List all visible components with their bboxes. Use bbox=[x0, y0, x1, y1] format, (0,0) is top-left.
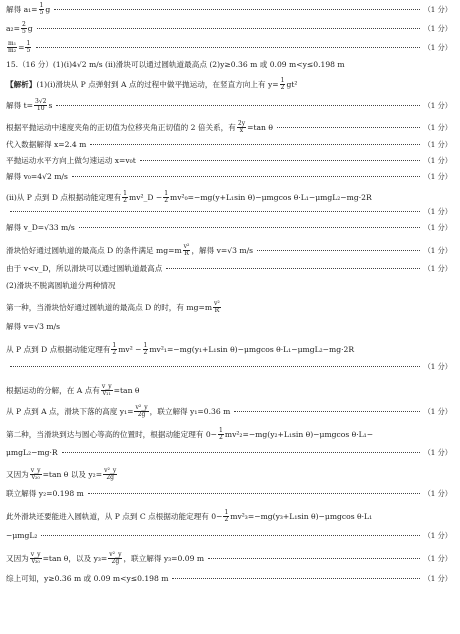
line-text bbox=[6, 3, 50, 17]
solution-line bbox=[6, 22, 452, 36]
fraction-denominator: R bbox=[184, 250, 189, 258]
fraction-denominator: x bbox=[239, 127, 244, 135]
line-text bbox=[6, 343, 354, 357]
fraction bbox=[101, 384, 113, 398]
line-text bbox=[6, 22, 33, 36]
fraction-numerator: v²_y bbox=[109, 551, 122, 558]
solution-line bbox=[6, 552, 452, 566]
solution-line bbox=[6, 224, 452, 232]
dot-leader bbox=[62, 452, 420, 453]
text-segment: 解得 a₁= bbox=[6, 4, 38, 14]
fraction bbox=[30, 468, 42, 482]
score-mark: （1 分） bbox=[423, 407, 452, 417]
text-segment: (ⅱ)从 P 点到 D 点根据动能定理有 bbox=[6, 192, 122, 202]
text-segment: ，联立解得 y₁=0.36 m bbox=[149, 406, 231, 416]
line-text bbox=[6, 282, 115, 290]
line-text bbox=[6, 99, 52, 113]
text-segment: 第二种，当滑块到达与圆心等高的位置时，根据动能定理有 0− bbox=[6, 429, 218, 439]
fraction-denominator: 2 bbox=[224, 516, 229, 524]
dot-leader bbox=[36, 47, 419, 48]
text-segment: mv²₂=−mg(y₂+L₁sin θ)−μmgcos θ·L₁− bbox=[224, 429, 374, 439]
line-text bbox=[6, 323, 60, 331]
fraction-numerator: v_y bbox=[30, 551, 41, 558]
text-segment: mv²_D − bbox=[129, 192, 163, 202]
fraction bbox=[103, 468, 117, 482]
solution-line bbox=[6, 449, 452, 457]
dot-leader bbox=[166, 268, 419, 269]
text-segment: −μmgL₂ bbox=[6, 531, 38, 540]
text-segment: 解得 v=√3 m/s bbox=[6, 322, 60, 331]
text-segment: s bbox=[48, 100, 53, 110]
text-segment: mv² − bbox=[118, 344, 142, 354]
score-mark: （1 分） bbox=[423, 574, 452, 584]
dot-leader bbox=[56, 105, 419, 106]
score-mark: （1 分） bbox=[423, 140, 452, 150]
solution-line bbox=[6, 61, 452, 69]
score-mark: （1 分） bbox=[423, 156, 452, 166]
text-segment: 从 P 点到 D 点根据动能定理有 bbox=[6, 344, 111, 354]
solution-line bbox=[6, 99, 452, 113]
fraction-numerator: 1 bbox=[280, 77, 285, 84]
line-text bbox=[6, 575, 168, 583]
solution-line bbox=[6, 468, 452, 482]
solution-line bbox=[6, 121, 452, 135]
text-segment: 根据运动的分解，在 A 点有 bbox=[6, 385, 100, 395]
text-segment: ，联立解得 y₃=0.09 m bbox=[123, 553, 205, 563]
line-text bbox=[6, 41, 32, 55]
fraction-denominator: 2g bbox=[137, 411, 146, 419]
fraction bbox=[223, 510, 229, 524]
fraction-denominator: 2g bbox=[111, 558, 120, 566]
fraction-numerator: 2y bbox=[237, 120, 246, 127]
solution-line bbox=[6, 490, 452, 498]
solution-line bbox=[6, 343, 452, 357]
dot-leader bbox=[140, 160, 420, 161]
score-mark: （1 分） bbox=[423, 223, 452, 233]
dot-leader bbox=[79, 227, 420, 228]
line-text bbox=[6, 384, 139, 398]
fraction bbox=[7, 41, 17, 55]
fraction bbox=[237, 121, 246, 135]
line-text bbox=[6, 121, 273, 135]
fraction-numerator: v_y bbox=[30, 467, 41, 474]
text-segment: 滑块恰好通过圆轨道的最高点 D 的条件满足 mg=m bbox=[6, 245, 182, 255]
dot-leader bbox=[72, 176, 420, 177]
fraction-numerator: 3√2 bbox=[35, 98, 47, 105]
solution-line bbox=[6, 157, 452, 165]
fraction bbox=[39, 3, 45, 17]
dot-leader bbox=[208, 558, 420, 559]
score-mark: （1 分） bbox=[423, 24, 452, 34]
line-text bbox=[6, 244, 253, 258]
fraction bbox=[21, 22, 27, 36]
solution-line bbox=[6, 265, 452, 273]
score-mark: （1 分） bbox=[423, 448, 452, 458]
dot-leader bbox=[37, 28, 420, 29]
dot-leader bbox=[88, 493, 420, 494]
fraction-numerator: v²_y bbox=[135, 404, 148, 411]
fraction-denominator: m₂ bbox=[8, 47, 17, 55]
line-text bbox=[6, 224, 75, 232]
text-segment: ，解得 v=√3 m/s bbox=[191, 245, 254, 255]
line-text bbox=[6, 428, 373, 442]
score-mark: （1 分） bbox=[423, 207, 452, 216]
fraction-denominator: 2 bbox=[123, 197, 127, 205]
fraction-numerator: v²_y bbox=[104, 467, 117, 474]
solution-line bbox=[6, 78, 452, 92]
text-segment: μmgL₂−mg·R bbox=[6, 448, 58, 457]
solution-line bbox=[6, 41, 452, 55]
text-segment: mv²₃=−mg(y₃+L₁sin θ)−μmgcos θ·L₁ bbox=[230, 511, 373, 521]
text-segment: 联立解得 y₂=0.198 m bbox=[6, 489, 84, 498]
text-segment: a₂= bbox=[6, 23, 20, 33]
text-segment: (2)滑块不脱离圆轨道分两种情况 bbox=[6, 281, 116, 290]
text-segment: 解得 v₀=4√2 m/s bbox=[6, 172, 68, 181]
text-segment: 代入数据解得 x=2.4 m bbox=[6, 140, 87, 149]
text-segment: 平抛运动水平方向上做匀速运动 x=v₀t bbox=[6, 156, 136, 165]
dot-leader bbox=[257, 250, 420, 251]
fraction-denominator: 5 bbox=[39, 9, 44, 17]
fraction-numerator: 1 bbox=[143, 342, 148, 349]
score-mark: （1 分） bbox=[423, 101, 452, 111]
text-segment: =tan θ，以及 y₃= bbox=[42, 553, 108, 563]
solution-line bbox=[6, 244, 452, 258]
fraction-numerator: 1 bbox=[219, 427, 223, 434]
solution-line bbox=[6, 173, 452, 181]
fraction bbox=[30, 552, 42, 566]
fraction bbox=[122, 191, 128, 205]
fraction bbox=[25, 41, 31, 55]
text-segment: mv²₀=−mg(y+L₁sin θ)−μmgcos θ·L₁−μmgL₂−mg·2R bbox=[170, 192, 372, 202]
text-segment: 15.（16 分）(1)(ⅰ)4√2 m/s (ⅱ)滑块可以通过圆轨道最高点 (2)y≥0.36 m 或 0.09 m<y≤0.198 m bbox=[6, 60, 345, 69]
fraction bbox=[143, 343, 149, 357]
line-text bbox=[6, 449, 58, 457]
fraction-numerator: 1 bbox=[26, 40, 31, 47]
solution-line bbox=[6, 363, 452, 370]
text-segment: 由于 v<v_D，所以滑块可以通过圆轨道最高点 bbox=[6, 264, 163, 273]
score-mark: （1 分） bbox=[423, 531, 452, 541]
dot-leader bbox=[234, 411, 419, 412]
fraction-denominator: 10 bbox=[36, 105, 45, 113]
fraction-numerator: 1 bbox=[39, 2, 44, 9]
text-segment: 此外滑块还要能进入圆轨道，从 P 点到 C 点根据动能定理有 0− bbox=[6, 511, 223, 521]
fraction-denominator: R bbox=[214, 307, 220, 315]
solution-line bbox=[6, 141, 452, 149]
text-segment: mv²₁=−mg(y₁+L₁sin θ)−μmgcos θ·L₁−μmgL₂−mg·2R bbox=[149, 344, 355, 354]
line-text bbox=[6, 490, 84, 498]
text-segment: =tan θ bbox=[113, 385, 140, 395]
fraction bbox=[218, 428, 224, 442]
line-text bbox=[6, 61, 345, 69]
fraction bbox=[213, 301, 221, 315]
analysis-label: 【解析】 bbox=[6, 79, 37, 89]
line-text bbox=[6, 265, 162, 273]
solution-line bbox=[6, 323, 452, 331]
solution-line bbox=[6, 510, 452, 524]
dot-leader bbox=[277, 127, 420, 128]
dot-leader bbox=[10, 211, 420, 212]
fraction-numerator: v² bbox=[183, 243, 190, 250]
line-text bbox=[6, 510, 372, 524]
text-segment: (1)(ⅰ)滑块从 P 点弹射到 A 点的过程中做平抛运动，在竖直方向上有 y= bbox=[36, 79, 279, 89]
fraction bbox=[108, 552, 122, 566]
solution-line bbox=[6, 3, 452, 17]
fraction-denominator: 2 bbox=[112, 349, 117, 357]
line-text bbox=[6, 141, 86, 149]
text-segment: =tan θ 以及 y₂= bbox=[42, 469, 103, 479]
dot-leader bbox=[90, 144, 419, 145]
score-mark: （1 分） bbox=[423, 264, 452, 274]
line-text bbox=[6, 405, 230, 419]
score-mark: （1 分） bbox=[423, 489, 452, 499]
text-segment: 根据平抛运动中速度夹角的正切值为位移夹角正切值的 2 倍关系，有 bbox=[6, 122, 236, 132]
fraction-denominator: 2g bbox=[106, 474, 115, 482]
fraction-denominator: 2 bbox=[143, 349, 148, 357]
solution-line bbox=[6, 301, 452, 315]
line-text bbox=[6, 301, 222, 315]
fraction-numerator: 1 bbox=[123, 190, 127, 197]
score-mark: （1 分） bbox=[423, 43, 452, 53]
fraction-numerator: 1 bbox=[112, 342, 117, 349]
line-text bbox=[6, 78, 297, 92]
text-segment: 解得 v_D=√33 m/s bbox=[6, 223, 75, 232]
solution-line bbox=[6, 208, 452, 215]
text-segment: g bbox=[27, 23, 33, 33]
text-segment: 从 P 点到 A 点，滑块下落的高度 y₁= bbox=[6, 406, 134, 416]
dot-leader bbox=[172, 578, 419, 579]
line-text bbox=[6, 191, 372, 205]
fraction-denominator: 5 bbox=[21, 28, 26, 36]
line-text bbox=[6, 157, 136, 165]
text-segment: 又因为 bbox=[6, 553, 29, 563]
fraction bbox=[34, 99, 47, 113]
fraction-numerator: v_y bbox=[101, 383, 112, 390]
solution-line bbox=[6, 428, 452, 442]
text-segment: =tan θ bbox=[247, 122, 273, 132]
fraction-denominator: 2 bbox=[280, 84, 285, 92]
dot-leader bbox=[54, 9, 419, 10]
fraction-denominator: v₂₀ bbox=[31, 474, 40, 482]
solution-line bbox=[6, 282, 452, 290]
text-segment: 综上可知，y≥0.36 m 或 0.09 m<y≤0.198 m bbox=[6, 574, 169, 583]
line-text bbox=[6, 173, 68, 181]
fraction-denominator: 2 bbox=[219, 434, 223, 442]
fraction bbox=[280, 78, 286, 92]
solution-line bbox=[6, 532, 452, 540]
fraction-denominator: 2 bbox=[164, 197, 169, 205]
solution-line bbox=[6, 191, 452, 205]
fraction-numerator: 1 bbox=[224, 509, 229, 516]
fraction-denominator: 5 bbox=[26, 47, 31, 55]
score-mark: （1 分） bbox=[423, 123, 452, 133]
text-segment: g bbox=[45, 4, 51, 14]
score-mark: （1 分） bbox=[423, 362, 452, 371]
text-segment: 又因为 bbox=[6, 469, 29, 479]
score-mark: （1 分） bbox=[423, 554, 452, 564]
solution-line bbox=[6, 384, 452, 398]
solution-line bbox=[6, 405, 452, 419]
fraction bbox=[183, 244, 191, 258]
score-mark: （1 分） bbox=[423, 5, 452, 15]
text-segment: = bbox=[18, 42, 25, 52]
fraction-numerator: 2 bbox=[21, 21, 26, 28]
fraction-numerator: v² bbox=[214, 300, 220, 307]
score-mark: （1 分） bbox=[423, 172, 452, 182]
fraction-numerator: 1 bbox=[164, 190, 169, 197]
dot-leader bbox=[41, 535, 419, 536]
score-mark: （1 分） bbox=[423, 246, 452, 256]
text-segment: 解得 t= bbox=[6, 100, 34, 110]
dot-leader bbox=[10, 366, 420, 367]
text-segment: gt² bbox=[286, 79, 298, 89]
fraction-denominator: v₁₁ bbox=[102, 390, 111, 398]
line-text bbox=[6, 468, 118, 482]
line-text bbox=[6, 532, 37, 540]
fraction bbox=[134, 405, 148, 419]
fraction-denominator: v₃₀ bbox=[31, 558, 40, 566]
fraction-numerator: m₁ bbox=[8, 40, 17, 47]
text-segment: 第一种，当滑块恰好通过圆轨道的最高点 D 的时，有 mg=m bbox=[6, 302, 213, 312]
solution-line bbox=[6, 575, 452, 583]
fraction bbox=[163, 191, 169, 205]
fraction bbox=[111, 343, 117, 357]
line-text bbox=[6, 552, 204, 566]
